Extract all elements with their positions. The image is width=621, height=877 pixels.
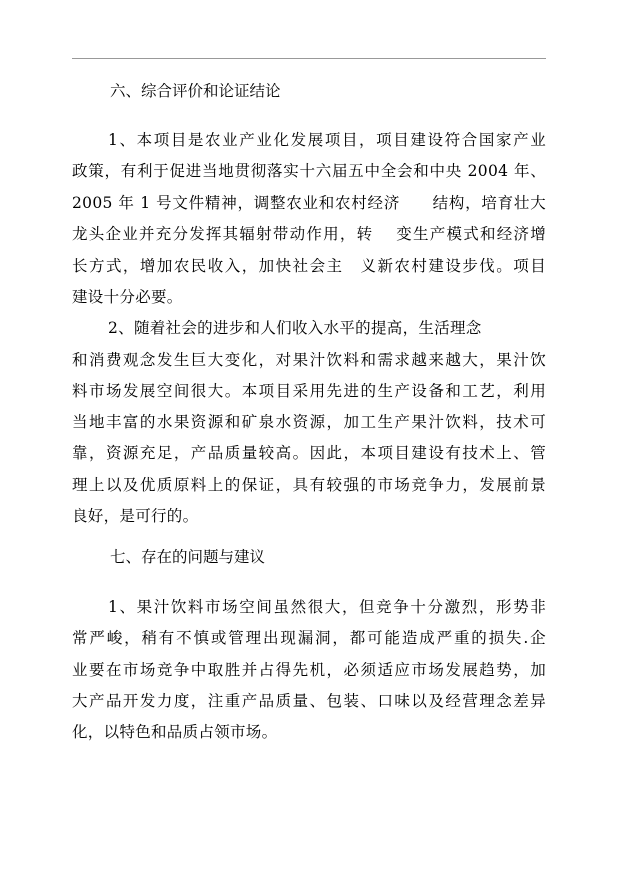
section-heading-conclusion: 六、综合评价和论证结论 <box>110 82 281 100</box>
paragraph-line: 良好，是可行的。 <box>72 507 199 525</box>
paragraph-line: 长方式，增加农民收入，加快社会主 义新农村建设步伐。项目 <box>72 257 546 275</box>
paragraph-line: 料市场发展空间很大。本项目采用先进的生产设备和工艺，利用 <box>72 382 546 400</box>
paragraph-line: 2005 年 1 号文件精神，调整农业和农村经济 结构，培育壮大 <box>72 194 546 212</box>
header-rule <box>72 58 546 59</box>
paragraph-line: 当地丰富的水果资源和矿泉水资源，加工生产果汁饮料，技术可 <box>72 413 546 431</box>
paragraph-line: 政策，有利于促进当地贯彻落实十六届五中全会和中央 2004 年、 <box>72 162 546 180</box>
paragraph-line: 常严峻，稍有不慎或管理出现漏洞，都可能造成严重的损失.企 <box>72 629 546 647</box>
paragraph-line: 龙头企业并充分发挥其辐射带动作用，转 变生产模式和经济增 <box>72 225 546 243</box>
paragraph-line: 1、本项目是农业产业化发展项目，项目建设符合国家产业 <box>108 131 546 149</box>
paragraph-line: 大产品开发力度，注重产品质量、包装、口味以及经营理念差异 <box>72 692 546 710</box>
paragraph-line: 化，以特色和品质占领市场。 <box>72 723 278 741</box>
paragraph-line: 理上以及优质原料上的保证，具有较强的市场竞争力，发展前景 <box>72 476 546 494</box>
paragraph-line: 2、随着社会的进步和人们收入水平的提高，生活理念 <box>108 319 482 337</box>
paragraph-line: 建设十分必要。 <box>72 288 183 306</box>
paragraph-line: 1、果汁饮料市场空间虽然很大，但竞争十分激烈，形势非 <box>108 598 546 616</box>
paragraph-line: 靠，资源充足，产品质量较高。因此，本项目建设有技术上、管 <box>72 444 546 462</box>
section-heading-issues: 七、存在的问题与建议 <box>110 548 266 566</box>
paragraph-line: 和消费观念发生巨大变化，对果汁饮料和需求越来越大，果汁饮 <box>72 351 546 369</box>
paragraph-line: 业要在市场竞争中取胜并占得先机，必须适应市场发展趋势，加 <box>72 661 546 679</box>
